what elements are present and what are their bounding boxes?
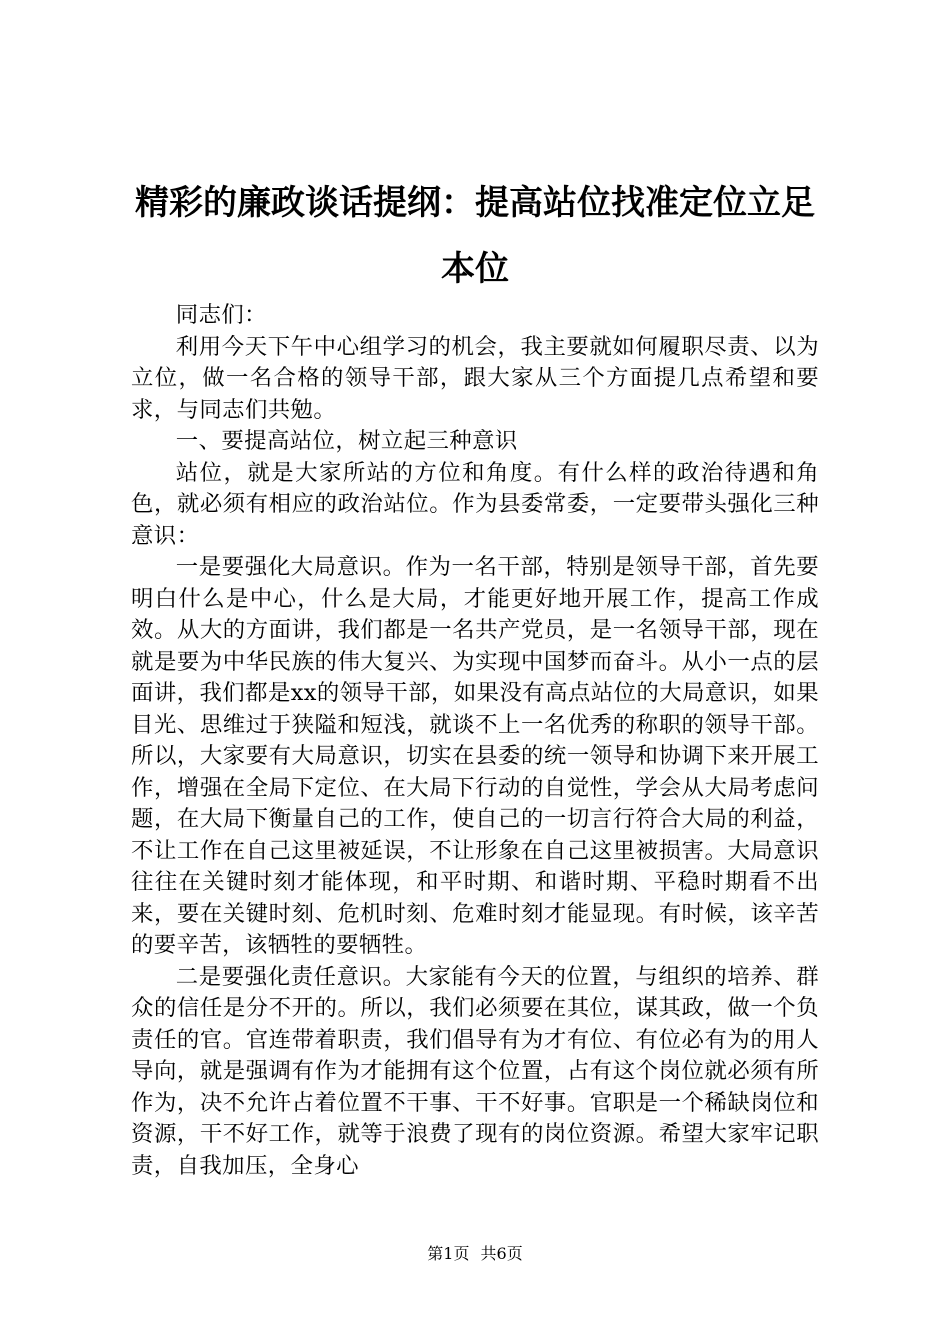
salutation: 同志们：: [175, 302, 267, 328]
body-paragraph: 一是要强化大局意识。作为一名干部，特别是领导干部，首先要明白什么是中心，什么是大局，才能更好地开展工作，提高工作成效。从大的方面讲，我们都是一名共产党员，是一名领导干部，现在就是要为中华民族的伟大复兴、为实现中国梦而奋斗。从小一点的层面讲，我们都是xx的领导干部，如果没有高点站位的大局意识，如果目光、思维过于狭隘和短浅，就谈不上一名优秀的称职的领导干部。所以，大家要有大局意识，切实在县委的统一领导和协调下来开展工作，增强在全局下定位、在大局下行动的自觉性，学会从大局考虑问题，在大局下衡量自己的工作，使自己的一切言行符合大局的利益，不让工作在自己这里被延误，不让形象在自己这里被损害。大局意识往往在关键时刻才能体现，和平时期、和谐时期、平稳时期看不出来，要在关键时刻、危机时刻、危难时刻才能显现。有时候，该辛苦的要辛苦，该牺牲的要牺牲。: [131, 554, 819, 958]
title-line-1: 精彩的廉政谈话提纲：提高站位找准定位立足: [135, 183, 815, 223]
document-body: [131, 300, 819, 1182]
body-paragraph: 利用今天下午中心组学习的机会，我主要就如何履职尽责、以为立位，做一名合格的领导干部，跟大家从三个方面提几点希望和要求，与同志们共勉。: [131, 333, 819, 423]
body-paragraph: 二是要强化责任意识。大家能有今天的位置，与组织的培养、群众的信任是分不开的。所以，我们必须要在其位，谋其政，做一个负责任的官。官连带着职责，我们倡导有为才有位、有位必有为的用人导向，就是强调有作为才能拥有这个位置，占有这个岗位就必须有所作为，决不允许占着位置不干事、干不好事。官职是一个稀缺岗位和资源，干不好工作，就等于浪费了现有的岗位资源。希望大家牢记职责，自我加压，全身心: [131, 963, 819, 1179]
document-title: [118, 170, 832, 302]
title-line-2: 本位: [441, 249, 509, 289]
section-heading: 一、要提高站位，树立起三种意识: [175, 428, 518, 454]
page-footer: 第1页 共6页: [427, 1244, 523, 1263]
body-paragraph: 站位，就是大家所站的方位和角度。有什么样的政治待遇和角色，就必须有相应的政治站位。作为县委常委，一定要带头强化三种意识：: [131, 459, 819, 549]
